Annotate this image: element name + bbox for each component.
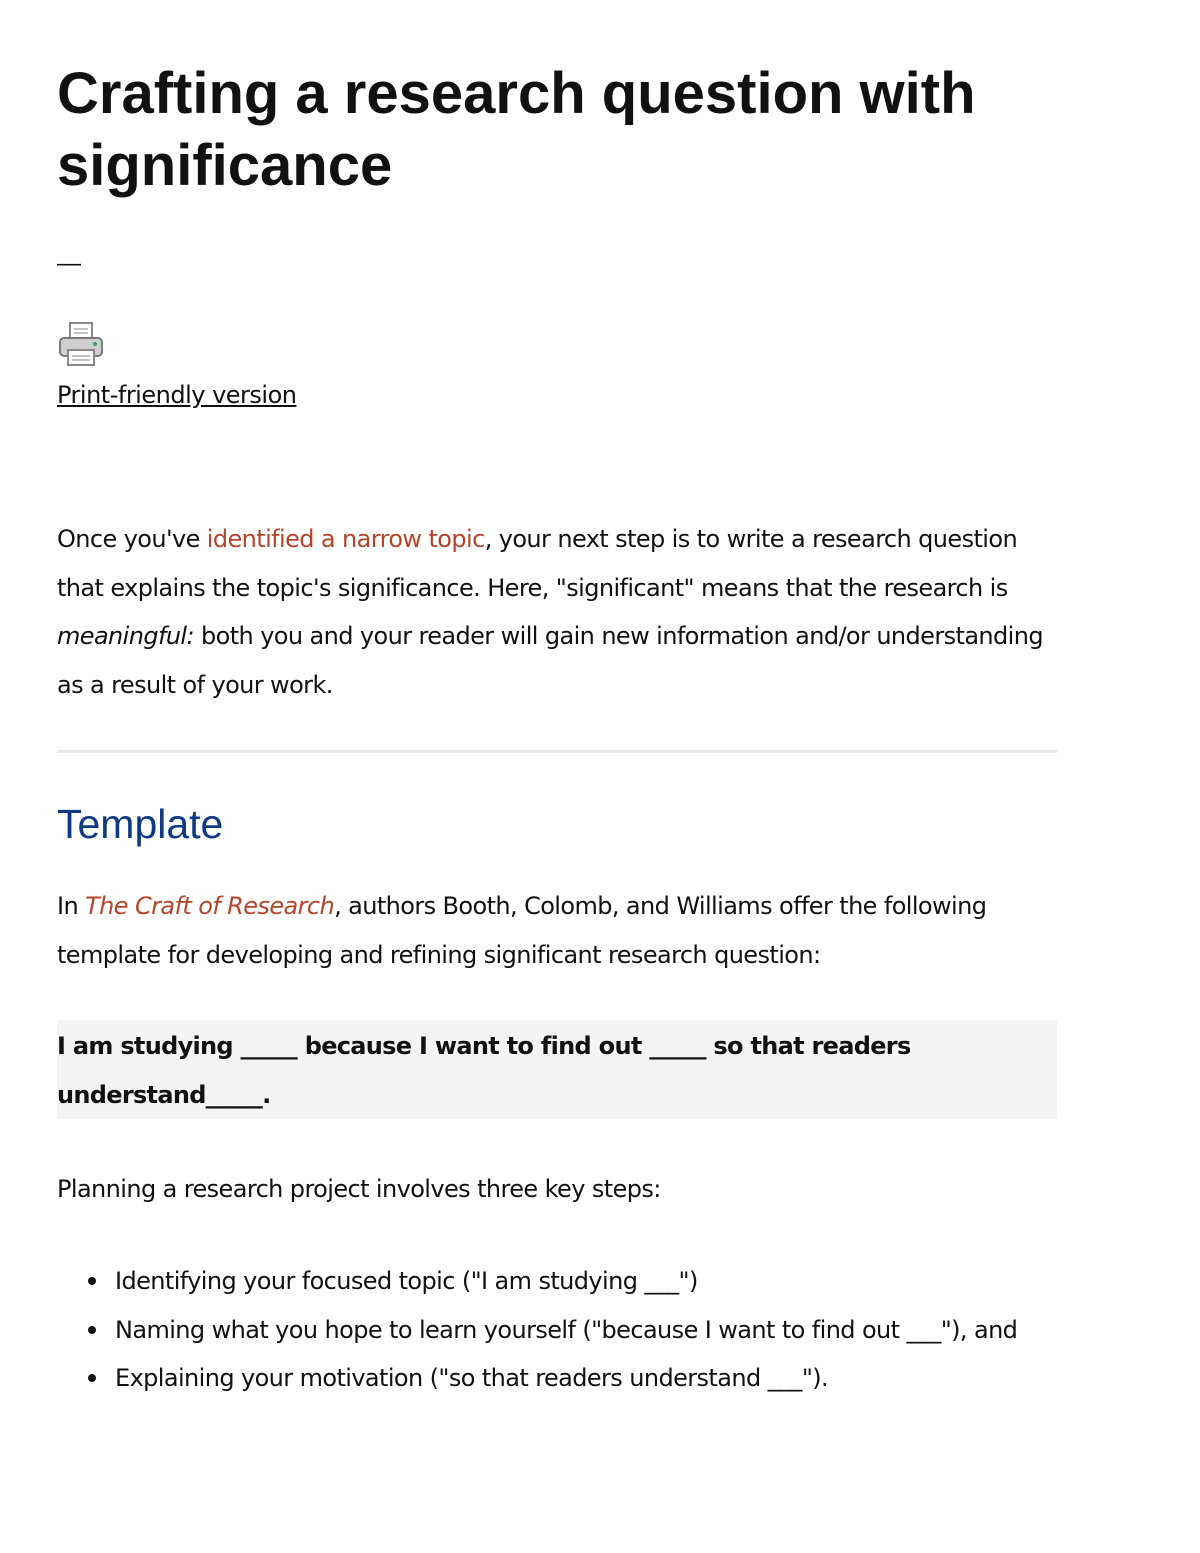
section-divider xyxy=(57,750,1057,753)
intro-text-middle: , your next step is to write a research question that explains the topic's significance. Here, "significant" means that the research is xyxy=(57,525,1018,602)
template-text-end: , authors Booth, Colomb, and Williams offer the following template for developing and refining significant research question: xyxy=(57,892,987,969)
template-callout-text: I am studying _____ because I want to find out _____ so that readers understand_____. xyxy=(57,1032,911,1109)
steps-list xyxy=(57,1257,1075,1403)
template-text-start: In xyxy=(57,892,86,920)
list-item: Naming what you hope to learn yourself ("because I want to find out ___"), and xyxy=(115,1306,1075,1355)
planning-paragraph: Planning a research project involves three key steps: xyxy=(57,1175,661,1203)
narrow-topic-link[interactable]: identified a narrow topic xyxy=(206,525,485,553)
page-title: Crafting a research question with significance xyxy=(57,61,976,198)
title-divider-dash: — xyxy=(57,250,81,277)
template-heading: Template xyxy=(57,801,224,847)
intro-text-start: Once you've xyxy=(57,525,207,553)
template-paragraph xyxy=(57,882,1057,979)
list-item: Identifying your focused topic ("I am studying ___") xyxy=(115,1257,1075,1306)
intro-paragraph xyxy=(57,515,1057,709)
craft-of-research-link[interactable] xyxy=(85,892,334,920)
print-friendly-link[interactable]: Print-friendly version xyxy=(57,381,297,409)
intro-text-end: both you and your reader will gain new information and/or understanding as a result of your work. xyxy=(57,622,1043,699)
list-item: Explaining your motivation ("so that readers understand ___"). xyxy=(115,1354,1075,1403)
printer-icon[interactable] xyxy=(57,320,105,368)
intro-emphasis: meaningful: xyxy=(57,622,194,650)
craft-of-research-title: The Craft of Research xyxy=(85,892,335,920)
